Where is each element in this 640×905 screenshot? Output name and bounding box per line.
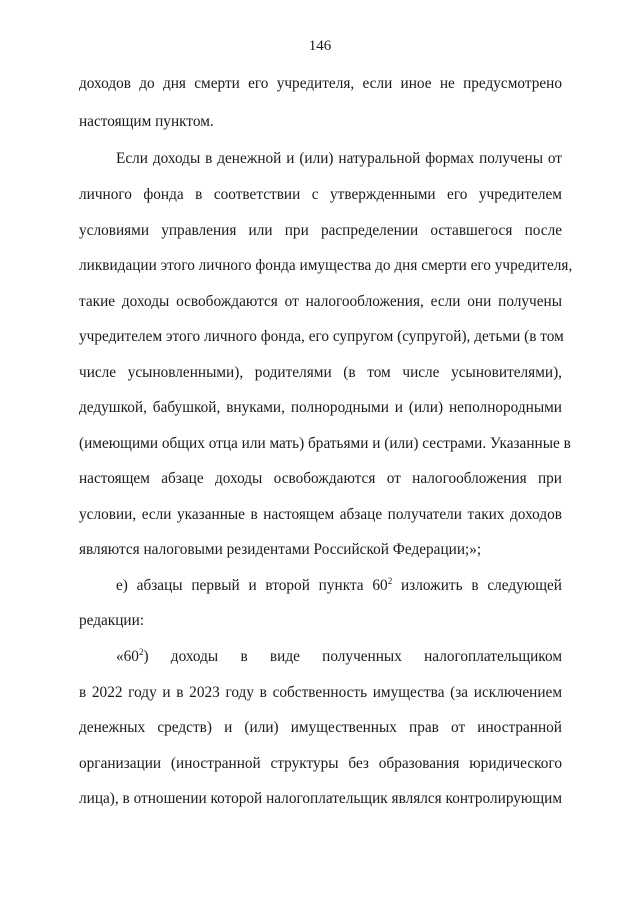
- text-line: настоящим пунктом.: [79, 113, 214, 130]
- text-line: доходов до дня смерти его учредителя, если иное не предусмотрено: [79, 75, 562, 92]
- text-line: такие доходы освобождаются от налогообложения, если они получены: [79, 293, 562, 310]
- text-line: дедушкой, бабушкой, внуками, полнородными и (или) неполнородными: [79, 399, 562, 416]
- quote-line: [116, 647, 562, 667]
- text-line: личного фонда в соответствии с утвержденными его учредителем: [79, 186, 562, 203]
- text-line: настоящем абзаце доходы освобождаются от налогообложения при: [79, 470, 562, 487]
- text-line: (имеющими общих отца или мать) братьями и (или) сестрами. Указанные в: [79, 435, 571, 452]
- text-line: денежных средств) и (или) имущественных прав от иностранной: [79, 719, 562, 736]
- text-line: являются налоговыми резидентами Российской Федерации;»;: [79, 541, 482, 558]
- text-line: условии, если указанные в настоящем абзаце получатели таких доходов: [79, 506, 562, 523]
- item-e-text-before: е) абзацы первый и второй пункта 60: [116, 577, 388, 594]
- item-e-line: [116, 576, 562, 596]
- text-line: в 2022 году и в 2023 году в собственность имущества (за исключением: [79, 684, 562, 701]
- text-line: учредителем этого личного фонда, его супругом (супругой), детьми (в том: [79, 328, 564, 345]
- item-e-superscript: 2: [387, 576, 393, 586]
- text-line: Если доходы в денежной и (или) натуральной формах получены от: [116, 150, 562, 167]
- item-e-text-after: изложить в следующей: [392, 577, 562, 594]
- page-number: 146: [308, 38, 332, 54]
- text-line: редакции:: [79, 612, 145, 629]
- text-line: лица), в отношении которой налогоплательщик являлся контролирующим: [79, 790, 562, 807]
- quote-superscript: 2: [138, 647, 144, 657]
- text-line: условиями управления или при распределении оставшегося после: [79, 222, 562, 239]
- quote-text-before: «60: [116, 648, 139, 665]
- quote-text-after: ) доходы в виде полученных налогоплательщиком: [143, 648, 562, 665]
- text-line: ликвидации этого личного фонда имущества до дня смерти его учредителя,: [79, 257, 573, 274]
- text-line: организации (иностранной структуры без образования юридического: [79, 755, 562, 772]
- text-line: числе усыновленными), родителями (в том числе усыновителями),: [79, 364, 562, 381]
